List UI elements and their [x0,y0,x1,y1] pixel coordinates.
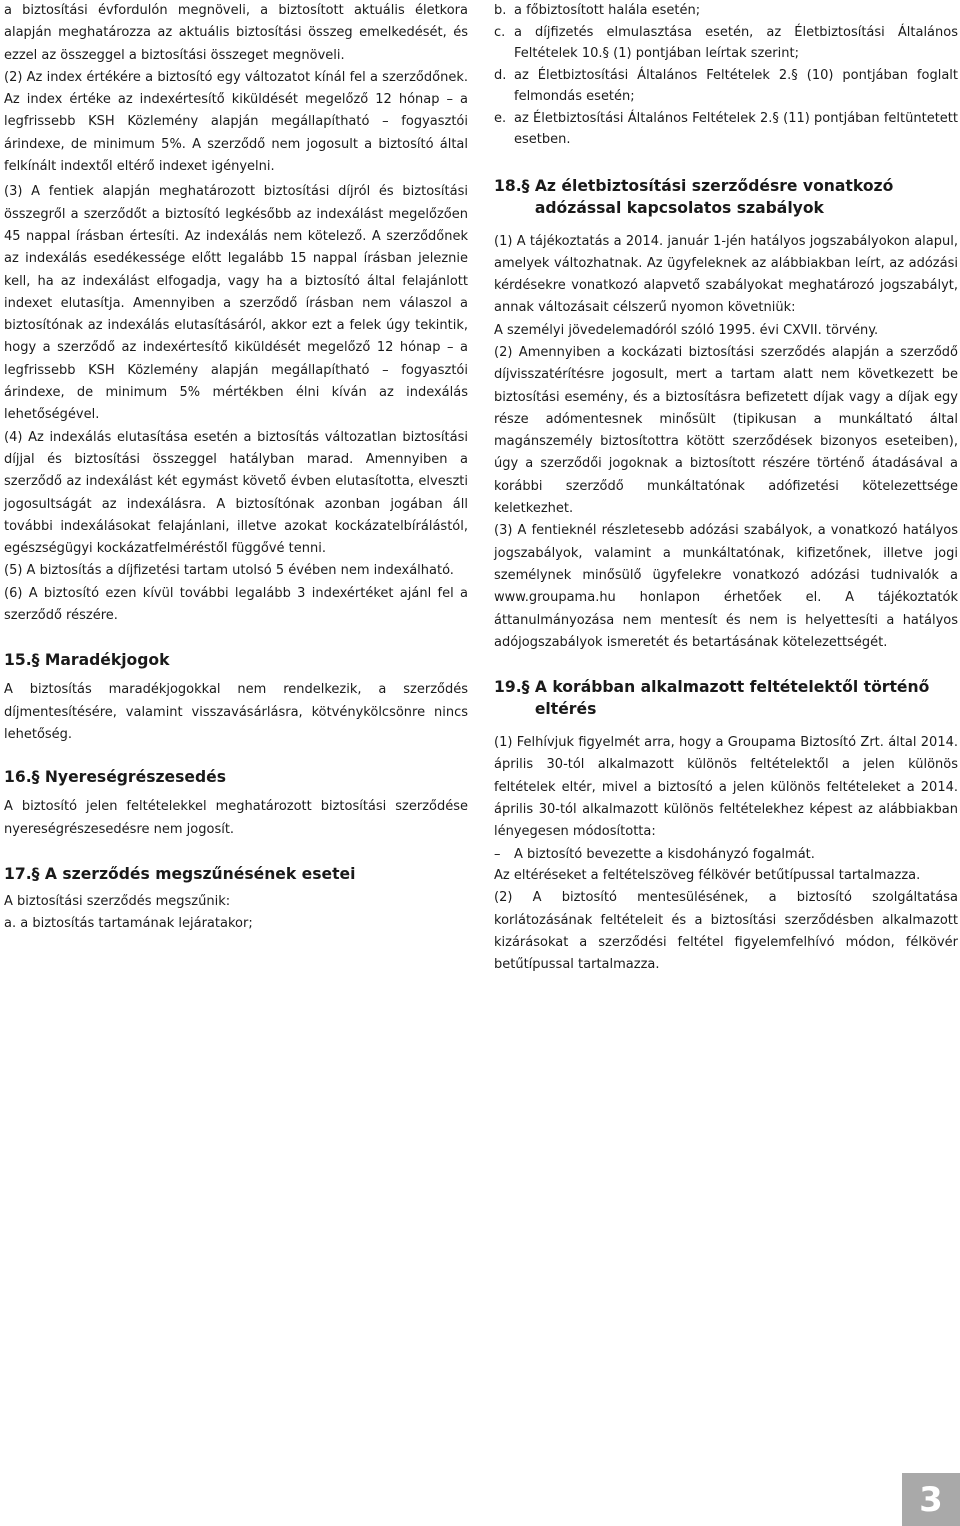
list-item [494,108,958,151]
paragraph: (2) A biztosító mentesülésének, a biztosító szolgáltatása korlátozásának feltételeit és a biztosítási szerződésben alkalmazott kizárásokat a szerződési feltétel figyelemfelhívó módon, félkövér betűtípussal tartalmazza. [494,890,958,973]
paragraph: A biztosító jelen feltételekkel meghatározott biztosítási szerződése nyereségrészesedésre nem jogosít. [4,799,468,837]
list-text: A biztosító bevezette a kisdohányzó fogalmát. [514,846,815,862]
paragraph: (1) A tájékoztatás a 2014. január 1-jén hatályos jogszabályokon alapul, amelyek változhatnak. Az ügyfeleknek az alábbiakban leírt, az adózási kérdésekre vonatkozó alapvető szabályokat meghatározó jogszabályt, annak változásait célszerű nyomon követniük: [494,233,958,316]
paragraph: (2) Amennyiben a kockázati biztosítási szerződés alapján a szerződő díjvisszatérítésre jogosult, mert a tartam alatt nem következett be biztosítási esemény, és a biztosításra befizetett díjak vagy a díjak egy része adómentesnek minősült (tipikusan a munkáltató által magánszemély biztosítottra kötött szerződések bizonyos eseteiben), úgy a szerződői jogoknak a biztosított részére történő átadásával a korábbi szerződő munkáltatónak adófizetési kötelezettsége keletkezhet. [494,344,958,517]
section-title: Az életbiztosítási szerződésre vonatkozó adózással kapcsolatos szabályok [534,176,894,217]
paragraph: (5) A biztosítás a díjfizetési tartam utolsó 5 évében nem indexálható. [4,563,454,579]
list-item [494,65,958,108]
list-text: az Életbiztosítási Általános Feltételek 2.§ (10) pontjában foglalt felmondás esetén; [514,67,958,104]
page-number: 3 [902,1473,960,1526]
paragraph: (2) Az index értékére a biztosító egy változatot kínál fel a szerződőnek. Az index értéke az indexértesítő kiküldését megelőző 12 hónap – a legfrissebb KSH Közlemény alapján megállapítható – fogyasztói árindexe, de minimum 5%. A szerződő nem jogosult a biztosító által felkínált indextől eltérő indexet igényelni. [4,69,468,175]
list-marker: c. [494,24,506,40]
paragraph: (3) A fentiek alapján meghatározott biztosítási díjról és biztosítási összegről a szerződőt a biztosító legkésőbb az indexálást megelőzően 45 nappal írásban értesíti. Az indexálás nem kötelező. A szerződőnek az indexálás esedékessége előtt legalább 15 nappal írásban jeleznie kell, ha az indexálást elfogadja, vagy ha a biztosító által felajánlott indexet elutasítja. Amennyiben a szerződő írásban nem válaszol a biztosítónak az indexálás elutasításáról, akkor ezt a felek úgy tekintik, hogy a szerződő az indexértesítő kiküldését megelőző 12 hónap – a legfrissebb KSH Közlemény alapján megállapítható – fogyasztói árindexe, de minimum 5% mértékben élni kíván az indexálás lehetőségével. [4,184,468,423]
paragraph: Az eltéréseket a feltételszöveg félkövér betűtípussal tartalmazza. [494,868,921,884]
section-heading-17: 17.§ A szerződés megszűnésének esetei [4,864,356,883]
list-item: a. a biztosítás tartamának lejáratakor; [4,916,253,932]
section-number: 18.§ [494,176,535,195]
paragraph: A biztosítási szerződés megszűnik: [4,893,231,909]
section-heading-19 [494,676,958,720]
dash-marker: – [494,846,501,862]
paragraph: (1) Felhívjuk figyelmét arra, hogy a Groupama Biztosító Zrt. által 2014. április 30-tól alkalmazott különös feltételektől a jelen különös feltételek eltér, mivel a biztosító a jelen különös feltételeket a 2014. április 30-tól alkalmazott különös feltételekhez képest az alábbiakban lényegesen módosította: [494,735,958,840]
paragraph: A biztosítás maradékjogokkal nem rendelkezik, a szerződés díjmentesítésére, valamint visszavásárlásra, kötvénykölcsönre nincs lehetőség. [4,682,468,742]
right-column [494,0,958,977]
termination-list [494,0,958,151]
left-column [4,0,468,935]
list-marker: d. [494,67,507,83]
list-marker: e. [494,110,507,126]
paragraph: a biztosítási évfordulón megnöveli, a biztosított aktuális életkora alapján meghatározza az aktuális biztosítási összeg emelkedését, és ezzel az összeggel a biztosítási összeget megnöveli. [4,3,468,63]
list-item [494,22,958,65]
section-heading-18 [494,175,958,219]
list-item [494,0,958,22]
list-text: a főbiztosított halála esetén; [514,3,701,18]
list-text: az Életbiztosítási Általános Feltételek 2.§ (11) pontjában feltüntetett esetben. [514,110,958,147]
paragraph: (6) A biztosító ezen kívül további legalább 3 indexértéket ajánl fel a szerződő részére. [4,585,468,624]
section-heading-15: 15.§ Maradékjogok [4,651,170,670]
paragraph: (3) A fentieknél részletesebb adózási szabályok, a vonatkozó hatályos jogszabályok, valamint a munkáltatónak, kifizetőnek, illetve jogi személynek minősülő ügyfelekre vonatkozó adózási tudnivalók a www.groupama.hu honlapon érhetőek el. A tájékoztatók áttanulmányozása nem mentesít és nem is helyettesíti a hatályos adójogszabályok ismeretét és betartásának kötelezettségét. [494,523,958,650]
section-heading-16: 16.§ Nyereségrészesedés [4,768,227,787]
list-marker: b. [494,3,507,18]
list-text: a díjfizetés elmulasztása esetén, az Életbiztosítási Általános Feltételek 10.§ (1) pontjában leírtak szerint; [514,24,958,61]
dash-list-item [494,844,958,866]
section-number: 19.§ [494,678,535,697]
paragraph: A személyi jövedelemadóról szóló 1995. évi CXVII. törvény. [494,322,879,338]
paragraph: (4) Az indexálás elutasítása esetén a biztosítás változatlan biztosítási díjjal és biztosítási összeggel hatályban marad. Amennyiben a szerződő az indexálást két egymást követő évben elutasította, elveszti jogosultságát az indexálásra. A biztosítónak azonban jogában áll további indexálásokat felajánlani, illetve azokat kockázatelbírálástól, egészségügyi kockázatfelméréstől függővé tenni. [4,429,468,557]
section-title: A korábban alkalmazott feltételektől történő eltérés [534,678,930,719]
